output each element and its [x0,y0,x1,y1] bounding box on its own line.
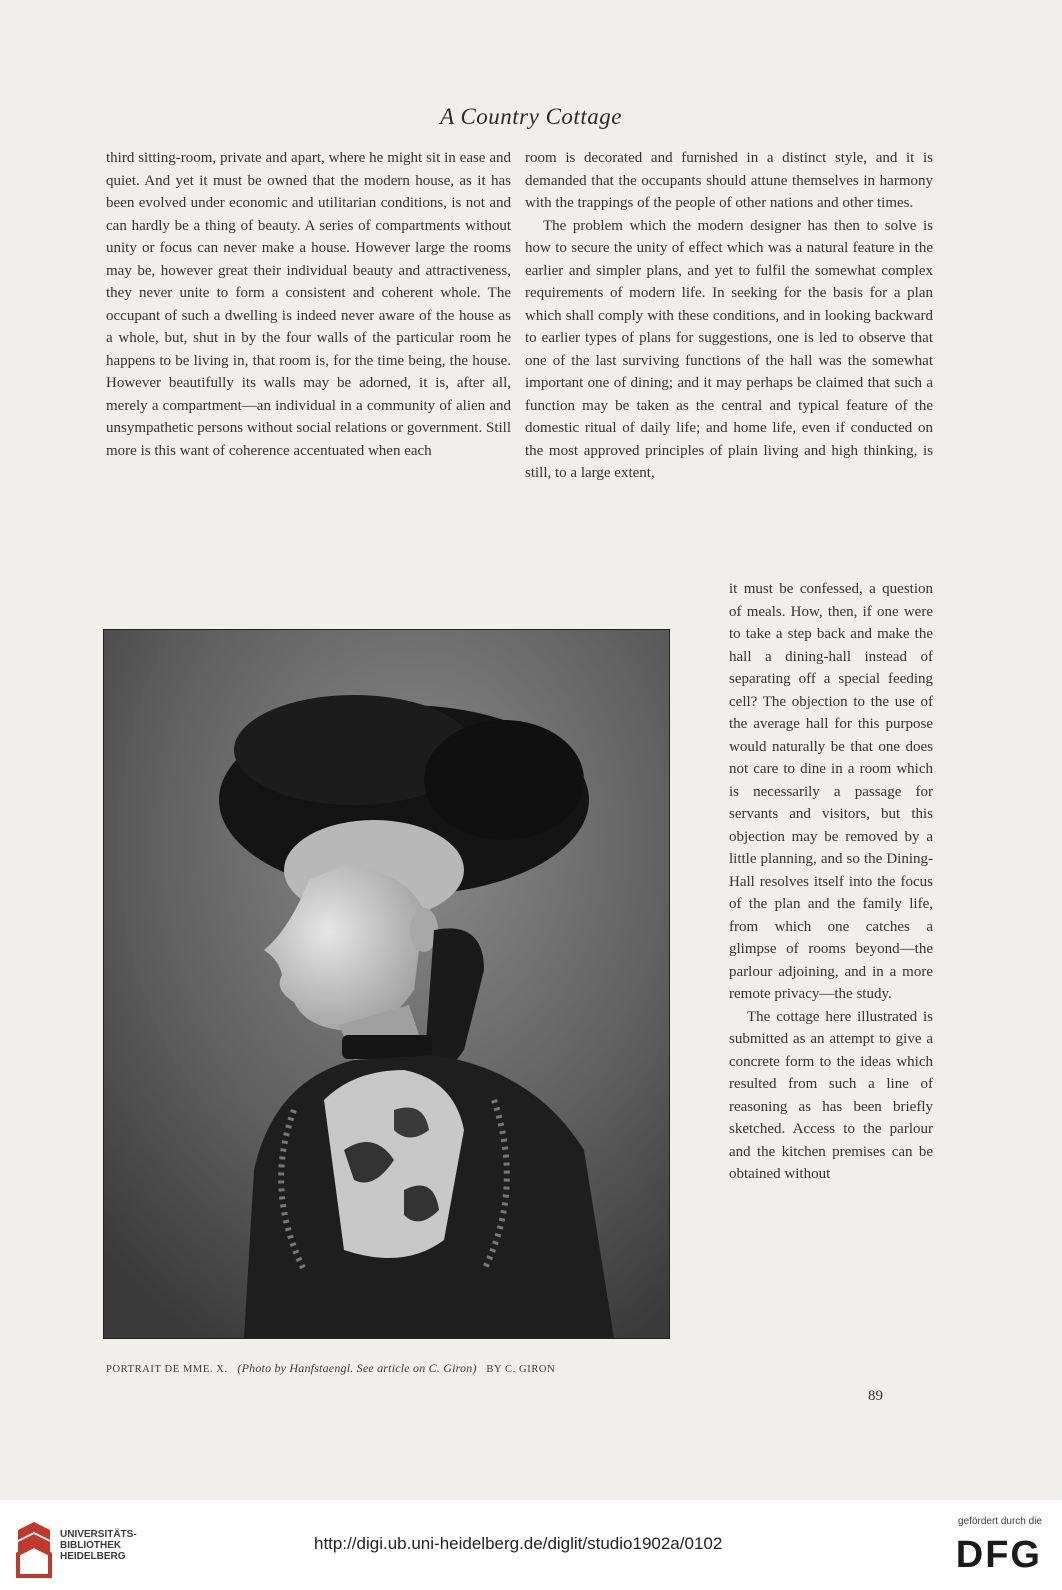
right-column-top [525,147,933,485]
portrait-illustration [104,630,669,1338]
portrait-plate [103,629,670,1339]
caption-title: PORTRAIT DE MME. X. [106,1364,228,1375]
university-library-logo-icon [14,1520,54,1578]
right-narrow-paragraph-2: The cottage here illustrated is submitted as an attempt to give a concrete form to the ideas which resulted from such a line of reasoning as has been briefly sketched. Access to the parlour and the kitchen premises can be obtained without [729,1008,933,1182]
library-name [60,1529,137,1562]
plate-caption [106,1361,676,1376]
caption-artist: BY C. GIRON [486,1364,556,1375]
right-column-narrow [729,578,933,1186]
dfg-logo: DFG [955,1534,1042,1576]
page-number: 89 [868,1388,883,1404]
digitization-footer [0,1500,1062,1590]
permalink-url[interactable]: http://digi.ub.uni-heidelberg.de/diglit/studio1902a/0102 [314,1534,723,1553]
caption-credit: (Photo by Hanfstaengl. See article on C. Giron) [237,1361,477,1375]
library-line-3: HEIDELBERG [60,1551,126,1562]
right-top-paragraph-1: room is decorated and furnished in a distinct style, and it is demanded that the occupants should attune themselves in harmony with the trappings of the people of other nations and other times. [525,150,933,211]
left-paragraph-1: third sitting-room, private and apart, where he might sit in ease and quiet. And yet it must be owned that the modern house, as it has been evolved under economic and utilitarian conditions, is not and can hardly be a thing of beauty. A series of compartments without unity or focus can never make a house. However large the rooms may be, however great their individual beauty and attractiveness, they never unite to form a consistent and coherent whole. The occupant of such a dwelling is indeed never aware of the house as a whole, but, shut in by the four walls of the particular room he happens to be living in, that room is, for the time being, the house. However beautifully its walls may be adorned, it is, after all, merely a compartment—an individual in a community of alien and unsympathetic persons without social relations or government. Still more is this want of coherence accentuated when each [106,150,511,459]
right-narrow-paragraph-1: it must be confessed, a question of meals. How, then, if one were to take a step back and make the hall a dining-hall instead of separating off a special feeding cell? The objection to the use of the average hall for this purpose would naturally be that one does not care to dine in a room which is necessarily a passage for servants and visitors, but this objection may be removed by a little planning, and so the Dining-Hall resolves itself into the focus of the plan and the family life, from which one catches a glimpse of rooms beyond—the parlour adjoining, and in a more remote privacy—the study. [729,581,933,1002]
funding-note: gefördert durch die [958,1516,1042,1527]
library-line-1: UNIVERSITÄTS- [60,1529,137,1540]
right-top-paragraph-2: The problem which the modern designer has then to solve is how to secure the unity of effect which was a natural feature in the earlier and simpler plans, and yet to fulfil the somewhat complex requirements of modern life. In seeking for the basis for a plan which shall comply with these conditions, and in looking backward to earlier types of plans for suggestions, one is led to observe that one of the last surviving functions of the hall was the somewhat important one of dining; and it may perhaps be claimed that such a function may be taken as the central and typical feature of the domestic ritual of daily life; and home life, even if conducted on the most approved principles of plain living and high thinking, is still, to a large extent, [525,217,933,481]
running-head: A Country Cottage [440,104,622,129]
library-line-2: BIBLIOTHEK [60,1540,122,1551]
left-column [106,147,511,462]
